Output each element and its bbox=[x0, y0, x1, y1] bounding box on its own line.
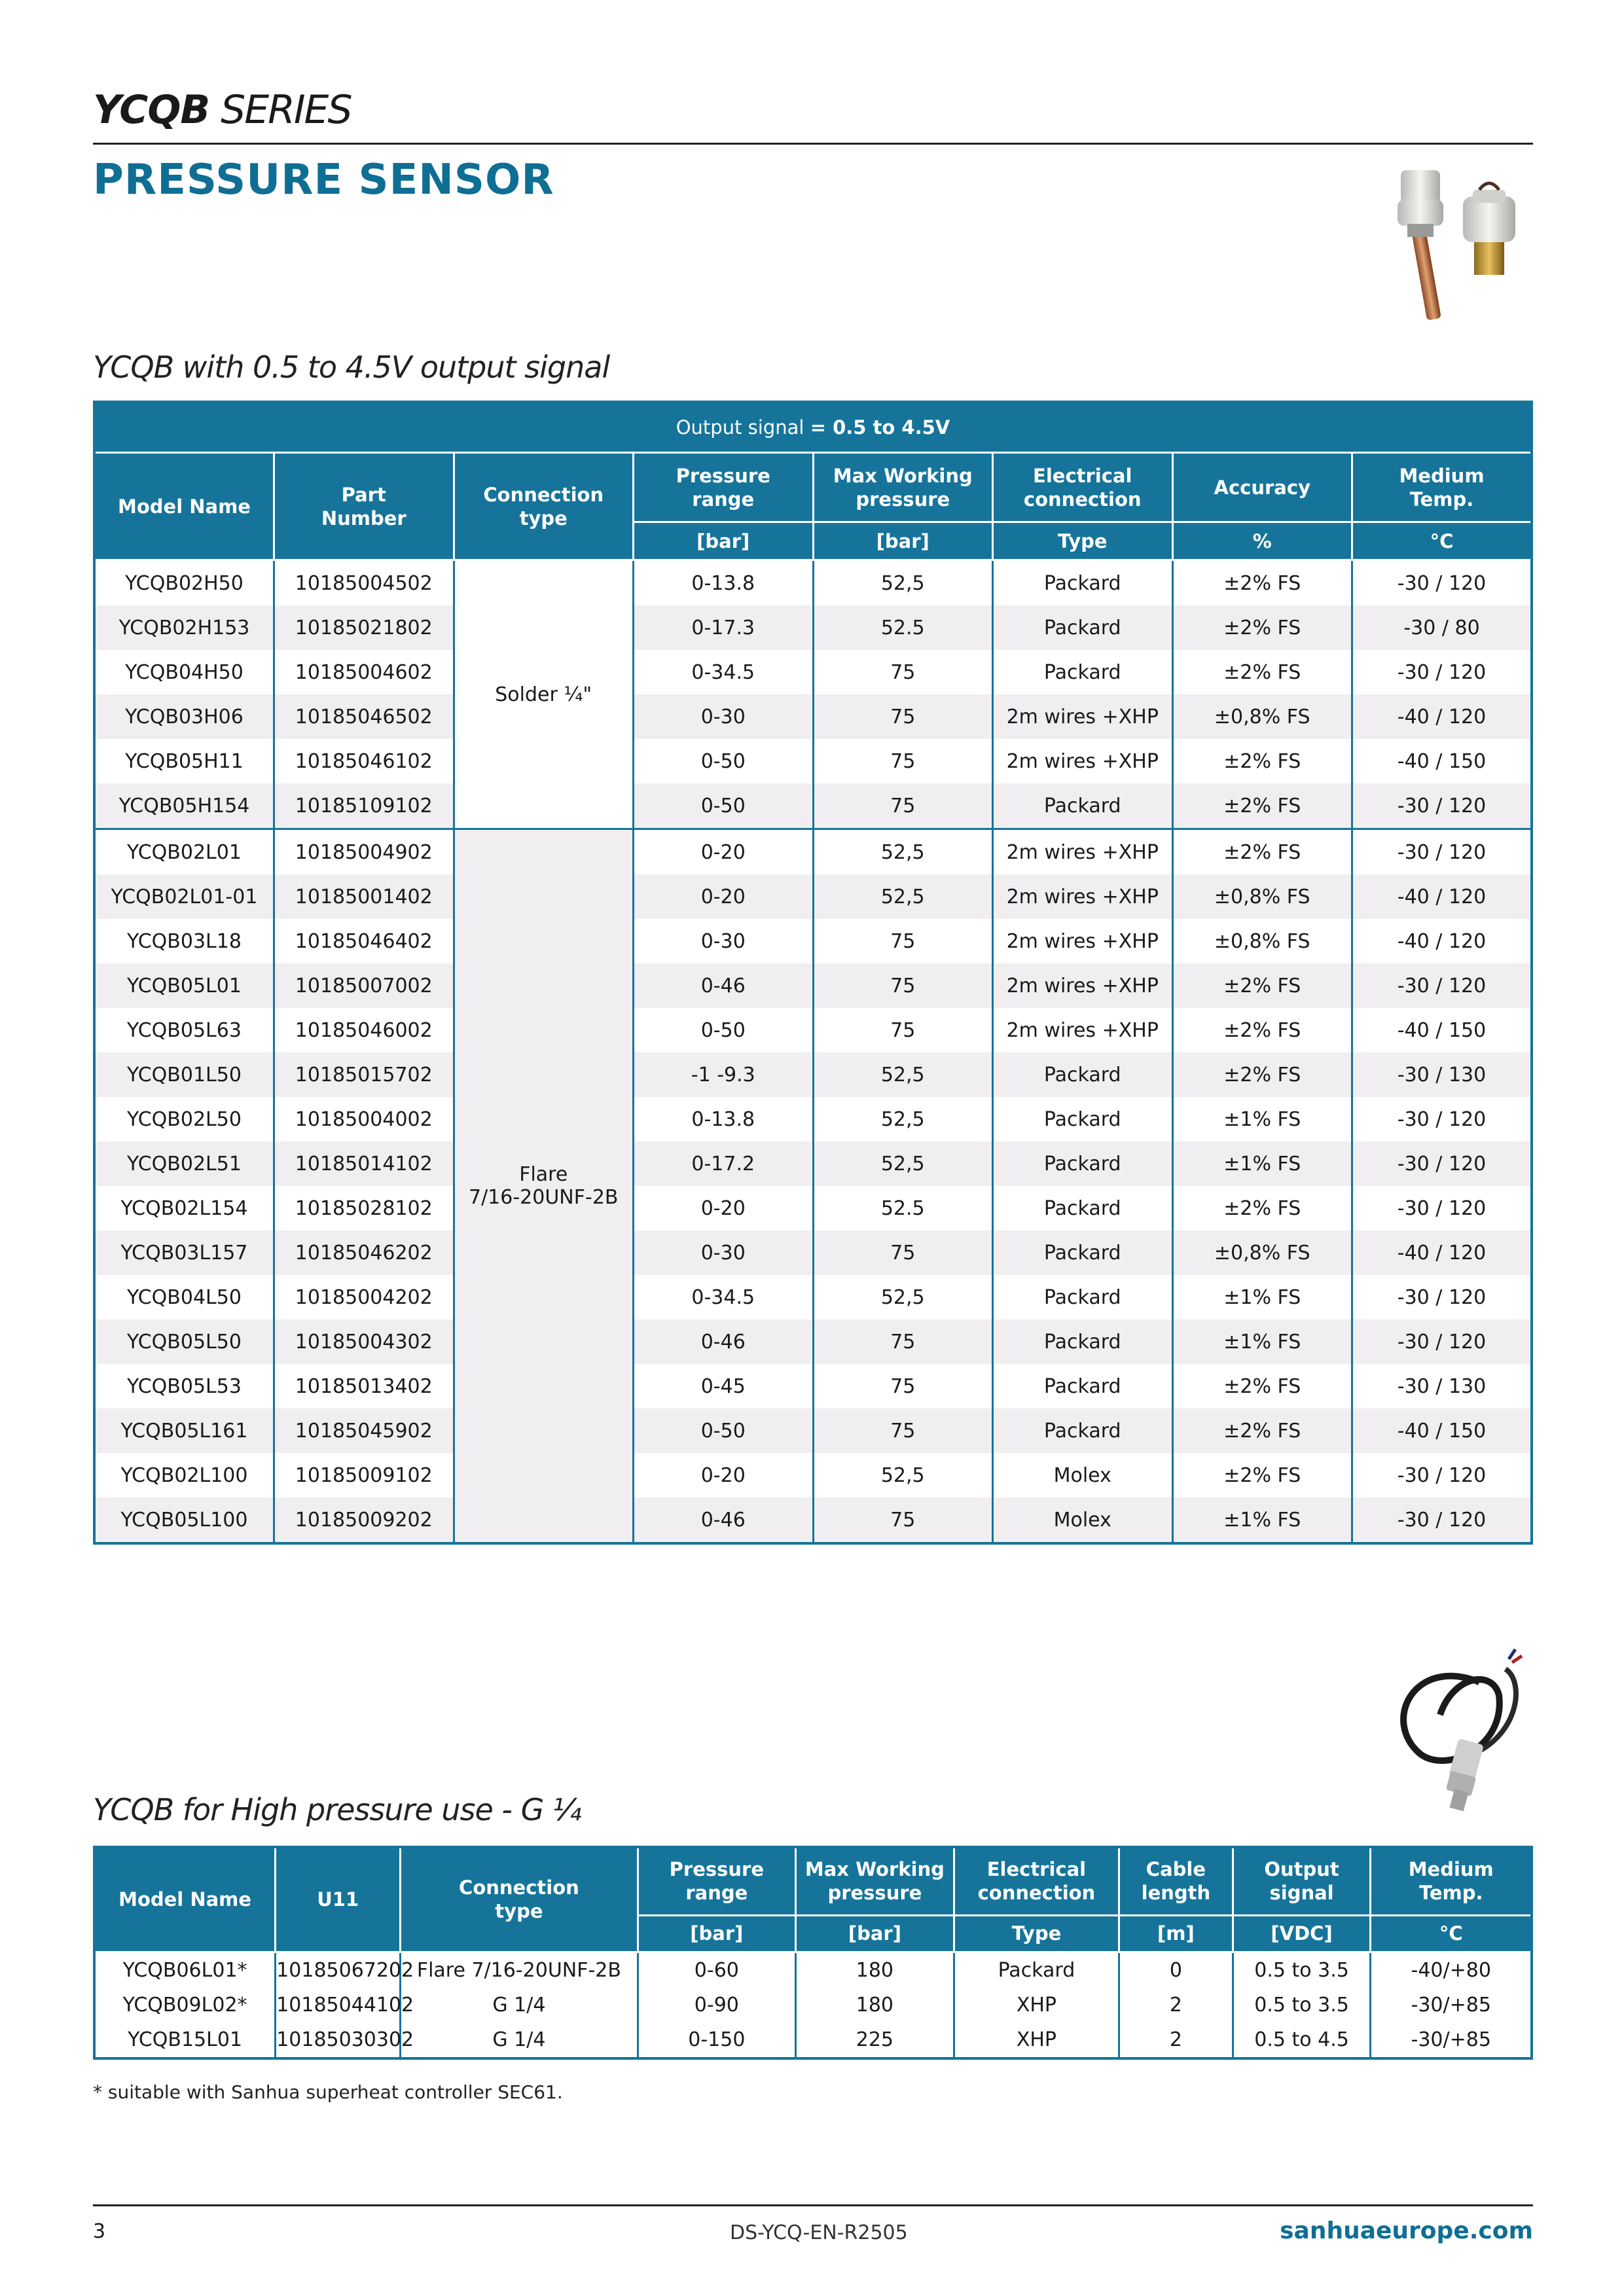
electrical-connection-cell: Molex bbox=[993, 1453, 1173, 1498]
spec-table-output-signal bbox=[93, 401, 1533, 1545]
model-name-cell: YCQB05L01 bbox=[94, 963, 274, 1008]
max-pressure-cell: 75 bbox=[813, 1230, 993, 1275]
electrical-connection-cell: 2m wires +XHP bbox=[993, 829, 1173, 875]
model-name-cell: YCQB05L53 bbox=[94, 1364, 274, 1408]
pressure-range-cell: 0-30 bbox=[634, 694, 814, 739]
medium-temp-cell: -30 / 120 bbox=[1352, 650, 1532, 694]
accuracy-cell: ±0,8% FS bbox=[1172, 874, 1352, 919]
table1-unit: Type bbox=[993, 522, 1173, 560]
electrical-connection-cell: 2m wires +XHP bbox=[993, 1008, 1173, 1052]
table2-header: Pressure range bbox=[638, 1847, 796, 1915]
table-row bbox=[94, 1097, 1532, 1141]
pressure-range-cell: 0-17.3 bbox=[634, 605, 814, 650]
model-name-cell: YCQB09L02* bbox=[94, 1988, 276, 2022]
footer-divider bbox=[93, 2204, 1533, 2206]
model-name-cell: YCQB03H06 bbox=[94, 694, 274, 739]
electrical-connection-cell: Packard bbox=[993, 1097, 1173, 1141]
max-pressure-cell: 75 bbox=[813, 1408, 993, 1453]
max-pressure-cell: 52,5 bbox=[813, 829, 993, 875]
part-number-cell: 10185015702 bbox=[274, 1052, 454, 1097]
pressure-range-cell: 0-30 bbox=[634, 919, 814, 963]
table1-header: Medium Temp. bbox=[1352, 453, 1532, 522]
max-pressure-cell: 75 bbox=[813, 739, 993, 783]
table-row bbox=[94, 2022, 1532, 2058]
table-row bbox=[94, 560, 1532, 606]
max-pressure-cell: 75 bbox=[813, 650, 993, 694]
electrical-connection-cell: Packard bbox=[954, 1952, 1119, 1988]
table-row bbox=[94, 650, 1532, 694]
table2-header: Medium Temp. bbox=[1371, 1847, 1532, 1915]
pressure-range-cell: 0-13.8 bbox=[634, 1097, 814, 1141]
model-name-cell: YCQB02H153 bbox=[94, 605, 274, 650]
model-name-cell: YCQB02L01 bbox=[94, 829, 274, 875]
max-pressure-cell: 52,5 bbox=[813, 1141, 993, 1186]
page-title: PRESSURE SENSOR bbox=[93, 156, 554, 204]
electrical-connection-cell: 2m wires +XHP bbox=[993, 919, 1173, 963]
table-row bbox=[94, 1408, 1532, 1453]
accuracy-cell: ±2% FS bbox=[1172, 560, 1352, 606]
electrical-connection-cell: 2m wires +XHP bbox=[993, 694, 1173, 739]
medium-temp-cell: -30 / 120 bbox=[1352, 1319, 1532, 1364]
part-number-cell: 10185046002 bbox=[274, 1008, 454, 1052]
pressure-range-cell: -1 -9.3 bbox=[634, 1052, 814, 1097]
table-row bbox=[94, 1498, 1532, 1543]
medium-temp-cell: -40 / 120 bbox=[1352, 919, 1532, 963]
table1-header: Model Name bbox=[94, 453, 274, 560]
max-pressure-cell: 52.5 bbox=[813, 605, 993, 650]
electrical-connection-cell: XHP bbox=[954, 2022, 1119, 2058]
part-number-cell: 10185007002 bbox=[274, 963, 454, 1008]
model-name-cell: YCQB05L100 bbox=[94, 1498, 274, 1543]
max-pressure-cell: 75 bbox=[813, 1319, 993, 1364]
max-pressure-cell: 75 bbox=[813, 1364, 993, 1408]
pressure-range-cell: 0-20 bbox=[634, 829, 814, 875]
table-row bbox=[94, 963, 1532, 1008]
table-row bbox=[94, 1275, 1532, 1319]
table-row bbox=[94, 1453, 1532, 1498]
table2-unit: [m] bbox=[1119, 1915, 1233, 1952]
medium-temp-cell: -30 / 120 bbox=[1352, 963, 1532, 1008]
electrical-connection-cell: Packard bbox=[993, 605, 1173, 650]
page-number: 3 bbox=[93, 2220, 106, 2243]
pressure-range-cell: 0-30 bbox=[634, 1230, 814, 1275]
cable-sensor-product-image bbox=[1375, 1643, 1538, 1820]
table-row bbox=[94, 1364, 1532, 1408]
pressure-range-cell: 0-20 bbox=[634, 1453, 814, 1498]
table-row bbox=[94, 1988, 1532, 2022]
electrical-connection-cell: XHP bbox=[954, 1988, 1119, 2022]
table2-unit: [VDC] bbox=[1233, 1915, 1371, 1952]
electrical-connection-cell: Packard bbox=[993, 1364, 1173, 1408]
medium-temp-cell: -40 / 150 bbox=[1352, 1008, 1532, 1052]
electrical-connection-cell: 2m wires +XHP bbox=[993, 963, 1173, 1008]
medium-temp-cell: -30 / 130 bbox=[1352, 1364, 1532, 1408]
table1-header: Electrical connection bbox=[993, 453, 1173, 522]
max-pressure-cell: 52,5 bbox=[813, 1097, 993, 1141]
max-pressure-cell: 75 bbox=[813, 694, 993, 739]
connection-flare-thread: 7/16-20UNF-2B bbox=[468, 1186, 619, 1209]
medium-temp-cell: -30 / 120 bbox=[1352, 560, 1532, 606]
pressure-range-cell: 0-34.5 bbox=[634, 1275, 814, 1319]
part-number-cell: 10185014102 bbox=[274, 1141, 454, 1186]
table2-header: Model Name bbox=[94, 1847, 276, 1952]
table-row bbox=[94, 1319, 1532, 1364]
table-row bbox=[94, 1008, 1532, 1052]
medium-temp-cell: -40 / 150 bbox=[1352, 1408, 1532, 1453]
model-name-cell: YCQB05L50 bbox=[94, 1319, 274, 1364]
model-name-cell: YCQB15L01 bbox=[94, 2022, 276, 2058]
part-number-cell: 10185004002 bbox=[274, 1097, 454, 1141]
table2-unit: °C bbox=[1371, 1915, 1532, 1952]
part-number-cell: 10185046202 bbox=[274, 1230, 454, 1275]
table2-header: Cable length bbox=[1119, 1847, 1233, 1915]
model-name-cell: YCQB01L50 bbox=[94, 1052, 274, 1097]
model-name-cell: YCQB02L51 bbox=[94, 1141, 274, 1186]
pressure-range-cell: 0-45 bbox=[634, 1364, 814, 1408]
pressure-range-cell: 0-13.8 bbox=[634, 560, 814, 606]
part-number-cell: 10185030302 bbox=[276, 2022, 401, 2058]
part-number-cell: 10185009102 bbox=[274, 1453, 454, 1498]
accuracy-cell: ±1% FS bbox=[1172, 1097, 1352, 1141]
max-pressure-cell: 52,5 bbox=[813, 1052, 993, 1097]
medium-temp-cell: -30 / 120 bbox=[1352, 1453, 1532, 1498]
max-pressure-cell: 52,5 bbox=[813, 560, 993, 606]
table-row bbox=[94, 874, 1532, 919]
pressure-range-cell: 0-50 bbox=[634, 783, 814, 829]
medium-temp-cell: -30/+85 bbox=[1371, 1988, 1532, 2022]
table2-unit: [bar] bbox=[638, 1915, 796, 1952]
electrical-connection-cell: Packard bbox=[993, 1141, 1173, 1186]
part-number-cell: 10185001402 bbox=[274, 874, 454, 919]
medium-temp-cell: -30 / 120 bbox=[1352, 1186, 1532, 1230]
medium-temp-cell: -30 / 120 bbox=[1352, 783, 1532, 829]
medium-temp-cell: -30 / 120 bbox=[1352, 1141, 1532, 1186]
part-number-cell: 10185004302 bbox=[274, 1319, 454, 1364]
medium-temp-cell: -30 / 120 bbox=[1352, 1275, 1532, 1319]
model-name-cell: YCQB02L01-01 bbox=[94, 874, 274, 919]
pressure-range-cell: 0-20 bbox=[634, 1186, 814, 1230]
connection-type-cell: Solder ¼" bbox=[454, 560, 634, 829]
table-row bbox=[94, 694, 1532, 739]
output-signal-cell: 0.5 to 3.5 bbox=[1233, 1952, 1371, 1988]
model-name-cell: YCQB05H154 bbox=[94, 783, 274, 829]
pressure-range-cell: 0-60 bbox=[638, 1952, 796, 1988]
model-name-cell: YCQB02L154 bbox=[94, 1186, 274, 1230]
max-pressure-cell: 75 bbox=[813, 783, 993, 829]
table1-header: Max Working pressure bbox=[813, 453, 993, 522]
pressure-range-cell: 0-50 bbox=[634, 1008, 814, 1052]
cable-length-cell: 0 bbox=[1119, 1952, 1233, 1988]
electrical-connection-cell: 2m wires +XHP bbox=[993, 874, 1173, 919]
output-signal-cell: 0.5 to 4.5 bbox=[1233, 2022, 1371, 2058]
accuracy-cell: ±2% FS bbox=[1172, 1364, 1352, 1408]
accuracy-cell: ±2% FS bbox=[1172, 1052, 1352, 1097]
part-number-cell: 10185046402 bbox=[274, 919, 454, 963]
accuracy-cell: ±2% FS bbox=[1172, 1186, 1352, 1230]
part-number-cell: 10185009202 bbox=[274, 1498, 454, 1543]
table2-header: U11 bbox=[276, 1847, 401, 1952]
max-pressure-cell: 180 bbox=[796, 1952, 954, 1988]
cable-length-cell: 2 bbox=[1119, 1988, 1233, 2022]
max-pressure-cell: 225 bbox=[796, 2022, 954, 2058]
part-number-cell: 10185045902 bbox=[274, 1408, 454, 1453]
brand-name: YCQB bbox=[93, 87, 210, 133]
spec-table-high-pressure bbox=[93, 1846, 1533, 2060]
part-number-cell: 10185046102 bbox=[274, 739, 454, 783]
medium-temp-cell: -40 / 120 bbox=[1352, 874, 1532, 919]
table-row bbox=[94, 829, 1532, 875]
medium-temp-cell: -30 / 120 bbox=[1352, 1097, 1532, 1141]
sensor-product-image bbox=[1381, 151, 1538, 334]
table1-unit: % bbox=[1172, 522, 1352, 560]
max-pressure-cell: 52,5 bbox=[813, 1275, 993, 1319]
pressure-range-cell: 0-50 bbox=[634, 739, 814, 783]
accuracy-cell: ±1% FS bbox=[1172, 1275, 1352, 1319]
medium-temp-cell: -30 / 130 bbox=[1352, 1052, 1532, 1097]
connection-type-cell: Flare 7/16-20UNF-2B bbox=[401, 1952, 638, 1988]
table-row bbox=[94, 1052, 1532, 1097]
model-name-cell: YCQB05L161 bbox=[94, 1408, 274, 1453]
section1-title: YCQB with 0.5 to 4.5V output signal bbox=[93, 350, 610, 385]
website-link[interactable]: sanhuaeurope.com bbox=[1280, 2217, 1533, 2244]
pressure-range-cell: 0-17.2 bbox=[634, 1141, 814, 1186]
max-pressure-cell: 75 bbox=[813, 1498, 993, 1543]
series-title bbox=[93, 87, 352, 133]
max-pressure-cell: 75 bbox=[813, 963, 993, 1008]
accuracy-cell: ±2% FS bbox=[1172, 1008, 1352, 1052]
table1-header: Accuracy bbox=[1172, 453, 1352, 522]
table1-unit: °C bbox=[1352, 522, 1532, 560]
accuracy-cell: ±2% FS bbox=[1172, 783, 1352, 829]
cable-length-cell: 2 bbox=[1119, 2022, 1233, 2058]
medium-temp-cell: -40 / 120 bbox=[1352, 694, 1532, 739]
part-number-cell: 10185004602 bbox=[274, 650, 454, 694]
medium-temp-cell: -30 / 80 bbox=[1352, 605, 1532, 650]
section2-title: YCQB for High pressure use - G ¼ bbox=[93, 1792, 581, 1827]
accuracy-cell: ±2% FS bbox=[1172, 739, 1352, 783]
output-signal-cell: 0.5 to 3.5 bbox=[1233, 1988, 1371, 2022]
document-code: DS-YCQ-EN-R2505 bbox=[730, 2221, 908, 2244]
accuracy-cell: ±0,8% FS bbox=[1172, 694, 1352, 739]
max-pressure-cell: 52,5 bbox=[813, 874, 993, 919]
table-row bbox=[94, 919, 1532, 963]
table-row bbox=[94, 1141, 1532, 1186]
accuracy-cell: ±2% FS bbox=[1172, 605, 1352, 650]
max-pressure-cell: 75 bbox=[813, 1008, 993, 1052]
part-number-cell: 10185021802 bbox=[274, 605, 454, 650]
accuracy-cell: ±2% FS bbox=[1172, 1408, 1352, 1453]
footnote: * suitable with Sanhua superheat controller SEC61. bbox=[93, 2081, 563, 2103]
electrical-connection-cell: Packard bbox=[993, 1052, 1173, 1097]
electrical-connection-cell: Packard bbox=[993, 1319, 1173, 1364]
pressure-range-cell: 0-150 bbox=[638, 2022, 796, 2058]
table-row bbox=[94, 739, 1532, 783]
part-number-cell: 10185004202 bbox=[274, 1275, 454, 1319]
medium-temp-cell: -30 / 120 bbox=[1352, 829, 1532, 875]
table1-header: Pressure range bbox=[634, 453, 814, 522]
table2-unit: Type bbox=[954, 1915, 1119, 1952]
max-pressure-cell: 75 bbox=[813, 919, 993, 963]
part-number-cell: 10185046502 bbox=[274, 694, 454, 739]
model-name-cell: YCQB05H11 bbox=[94, 739, 274, 783]
part-number-cell: 10185109102 bbox=[274, 783, 454, 829]
connection-flare-label: Flare bbox=[519, 1163, 568, 1186]
electrical-connection-cell: Packard bbox=[993, 783, 1173, 829]
max-pressure-cell: 52.5 bbox=[813, 1186, 993, 1230]
model-name-cell: YCQB02L100 bbox=[94, 1453, 274, 1498]
table-row bbox=[94, 783, 1532, 829]
accuracy-cell: ±2% FS bbox=[1172, 829, 1352, 875]
model-name-cell: YCQB02L50 bbox=[94, 1097, 274, 1141]
model-name-cell: YCQB03L157 bbox=[94, 1230, 274, 1275]
electrical-connection-cell: Packard bbox=[993, 1186, 1173, 1230]
part-number-cell: 10185004902 bbox=[274, 829, 454, 875]
electrical-connection-cell: Packard bbox=[993, 560, 1173, 606]
table-row bbox=[94, 1186, 1532, 1230]
max-pressure-cell: 52,5 bbox=[813, 1453, 993, 1498]
pressure-range-cell: 0-20 bbox=[634, 874, 814, 919]
part-number-cell: 10185067202 bbox=[276, 1952, 401, 1988]
medium-temp-cell: -30 / 120 bbox=[1352, 1498, 1532, 1543]
table2-header: Connection type bbox=[401, 1847, 638, 1952]
table-row bbox=[94, 1230, 1532, 1275]
part-number-cell: 10185028102 bbox=[274, 1186, 454, 1230]
model-name-cell: YCQB02H50 bbox=[94, 560, 274, 606]
model-name-cell: YCQB06L01* bbox=[94, 1952, 276, 1988]
electrical-connection-cell: Packard bbox=[993, 1275, 1173, 1319]
part-number-cell: 10185013402 bbox=[274, 1364, 454, 1408]
pressure-range-cell: 0-46 bbox=[634, 1498, 814, 1543]
part-number-cell: 10185044102 bbox=[276, 1988, 401, 2022]
connection-type-cell bbox=[454, 829, 634, 1544]
medium-temp-cell: -40/+80 bbox=[1371, 1952, 1532, 1988]
medium-temp-cell: -40 / 120 bbox=[1352, 1230, 1532, 1275]
electrical-connection-cell: Packard bbox=[993, 650, 1173, 694]
accuracy-cell: ±1% FS bbox=[1172, 1319, 1352, 1364]
connection-type-cell: G 1/4 bbox=[401, 2022, 638, 2058]
accuracy-cell: ±0,8% FS bbox=[1172, 1230, 1352, 1275]
table1-unit: [bar] bbox=[813, 522, 993, 560]
table1-header: Connection type bbox=[454, 453, 634, 560]
table1-caption: Output signal = 0.5 to 4.5V bbox=[94, 402, 1532, 453]
pressure-range-cell: 0-46 bbox=[634, 963, 814, 1008]
medium-temp-cell: -40 / 150 bbox=[1352, 739, 1532, 783]
table2-unit: [bar] bbox=[796, 1915, 954, 1952]
table1-header: Part Number bbox=[274, 453, 454, 560]
accuracy-cell: ±2% FS bbox=[1172, 963, 1352, 1008]
table1-unit: [bar] bbox=[634, 522, 814, 560]
electrical-connection-cell: Molex bbox=[993, 1498, 1173, 1543]
accuracy-cell: ±1% FS bbox=[1172, 1141, 1352, 1186]
table2-header: Max Working pressure bbox=[796, 1847, 954, 1915]
table-row bbox=[94, 1952, 1532, 1988]
part-number-cell: 10185004502 bbox=[274, 560, 454, 606]
model-name-cell: YCQB04L50 bbox=[94, 1275, 274, 1319]
table2-header: Electrical connection bbox=[954, 1847, 1119, 1915]
model-name-cell: YCQB04H50 bbox=[94, 650, 274, 694]
table2-header: Output signal bbox=[1233, 1847, 1371, 1915]
electrical-connection-cell: 2m wires +XHP bbox=[993, 739, 1173, 783]
accuracy-cell: ±2% FS bbox=[1172, 650, 1352, 694]
pressure-range-cell: 0-46 bbox=[634, 1319, 814, 1364]
accuracy-cell: ±1% FS bbox=[1172, 1498, 1352, 1543]
connection-type-cell: G 1/4 bbox=[401, 1988, 638, 2022]
accuracy-cell: ±2% FS bbox=[1172, 1453, 1352, 1498]
table-row bbox=[94, 605, 1532, 650]
header-divider bbox=[93, 143, 1533, 145]
series-label: SERIES bbox=[209, 87, 352, 133]
max-pressure-cell: 180 bbox=[796, 1988, 954, 2022]
pressure-range-cell: 0-90 bbox=[638, 1988, 796, 2022]
electrical-connection-cell: Packard bbox=[993, 1230, 1173, 1275]
pressure-range-cell: 0-34.5 bbox=[634, 650, 814, 694]
model-name-cell: YCQB05L63 bbox=[94, 1008, 274, 1052]
pressure-range-cell: 0-50 bbox=[634, 1408, 814, 1453]
accuracy-cell: ±0,8% FS bbox=[1172, 919, 1352, 963]
electrical-connection-cell: Packard bbox=[993, 1408, 1173, 1453]
medium-temp-cell: -30/+85 bbox=[1371, 2022, 1532, 2058]
model-name-cell: YCQB03L18 bbox=[94, 919, 274, 963]
